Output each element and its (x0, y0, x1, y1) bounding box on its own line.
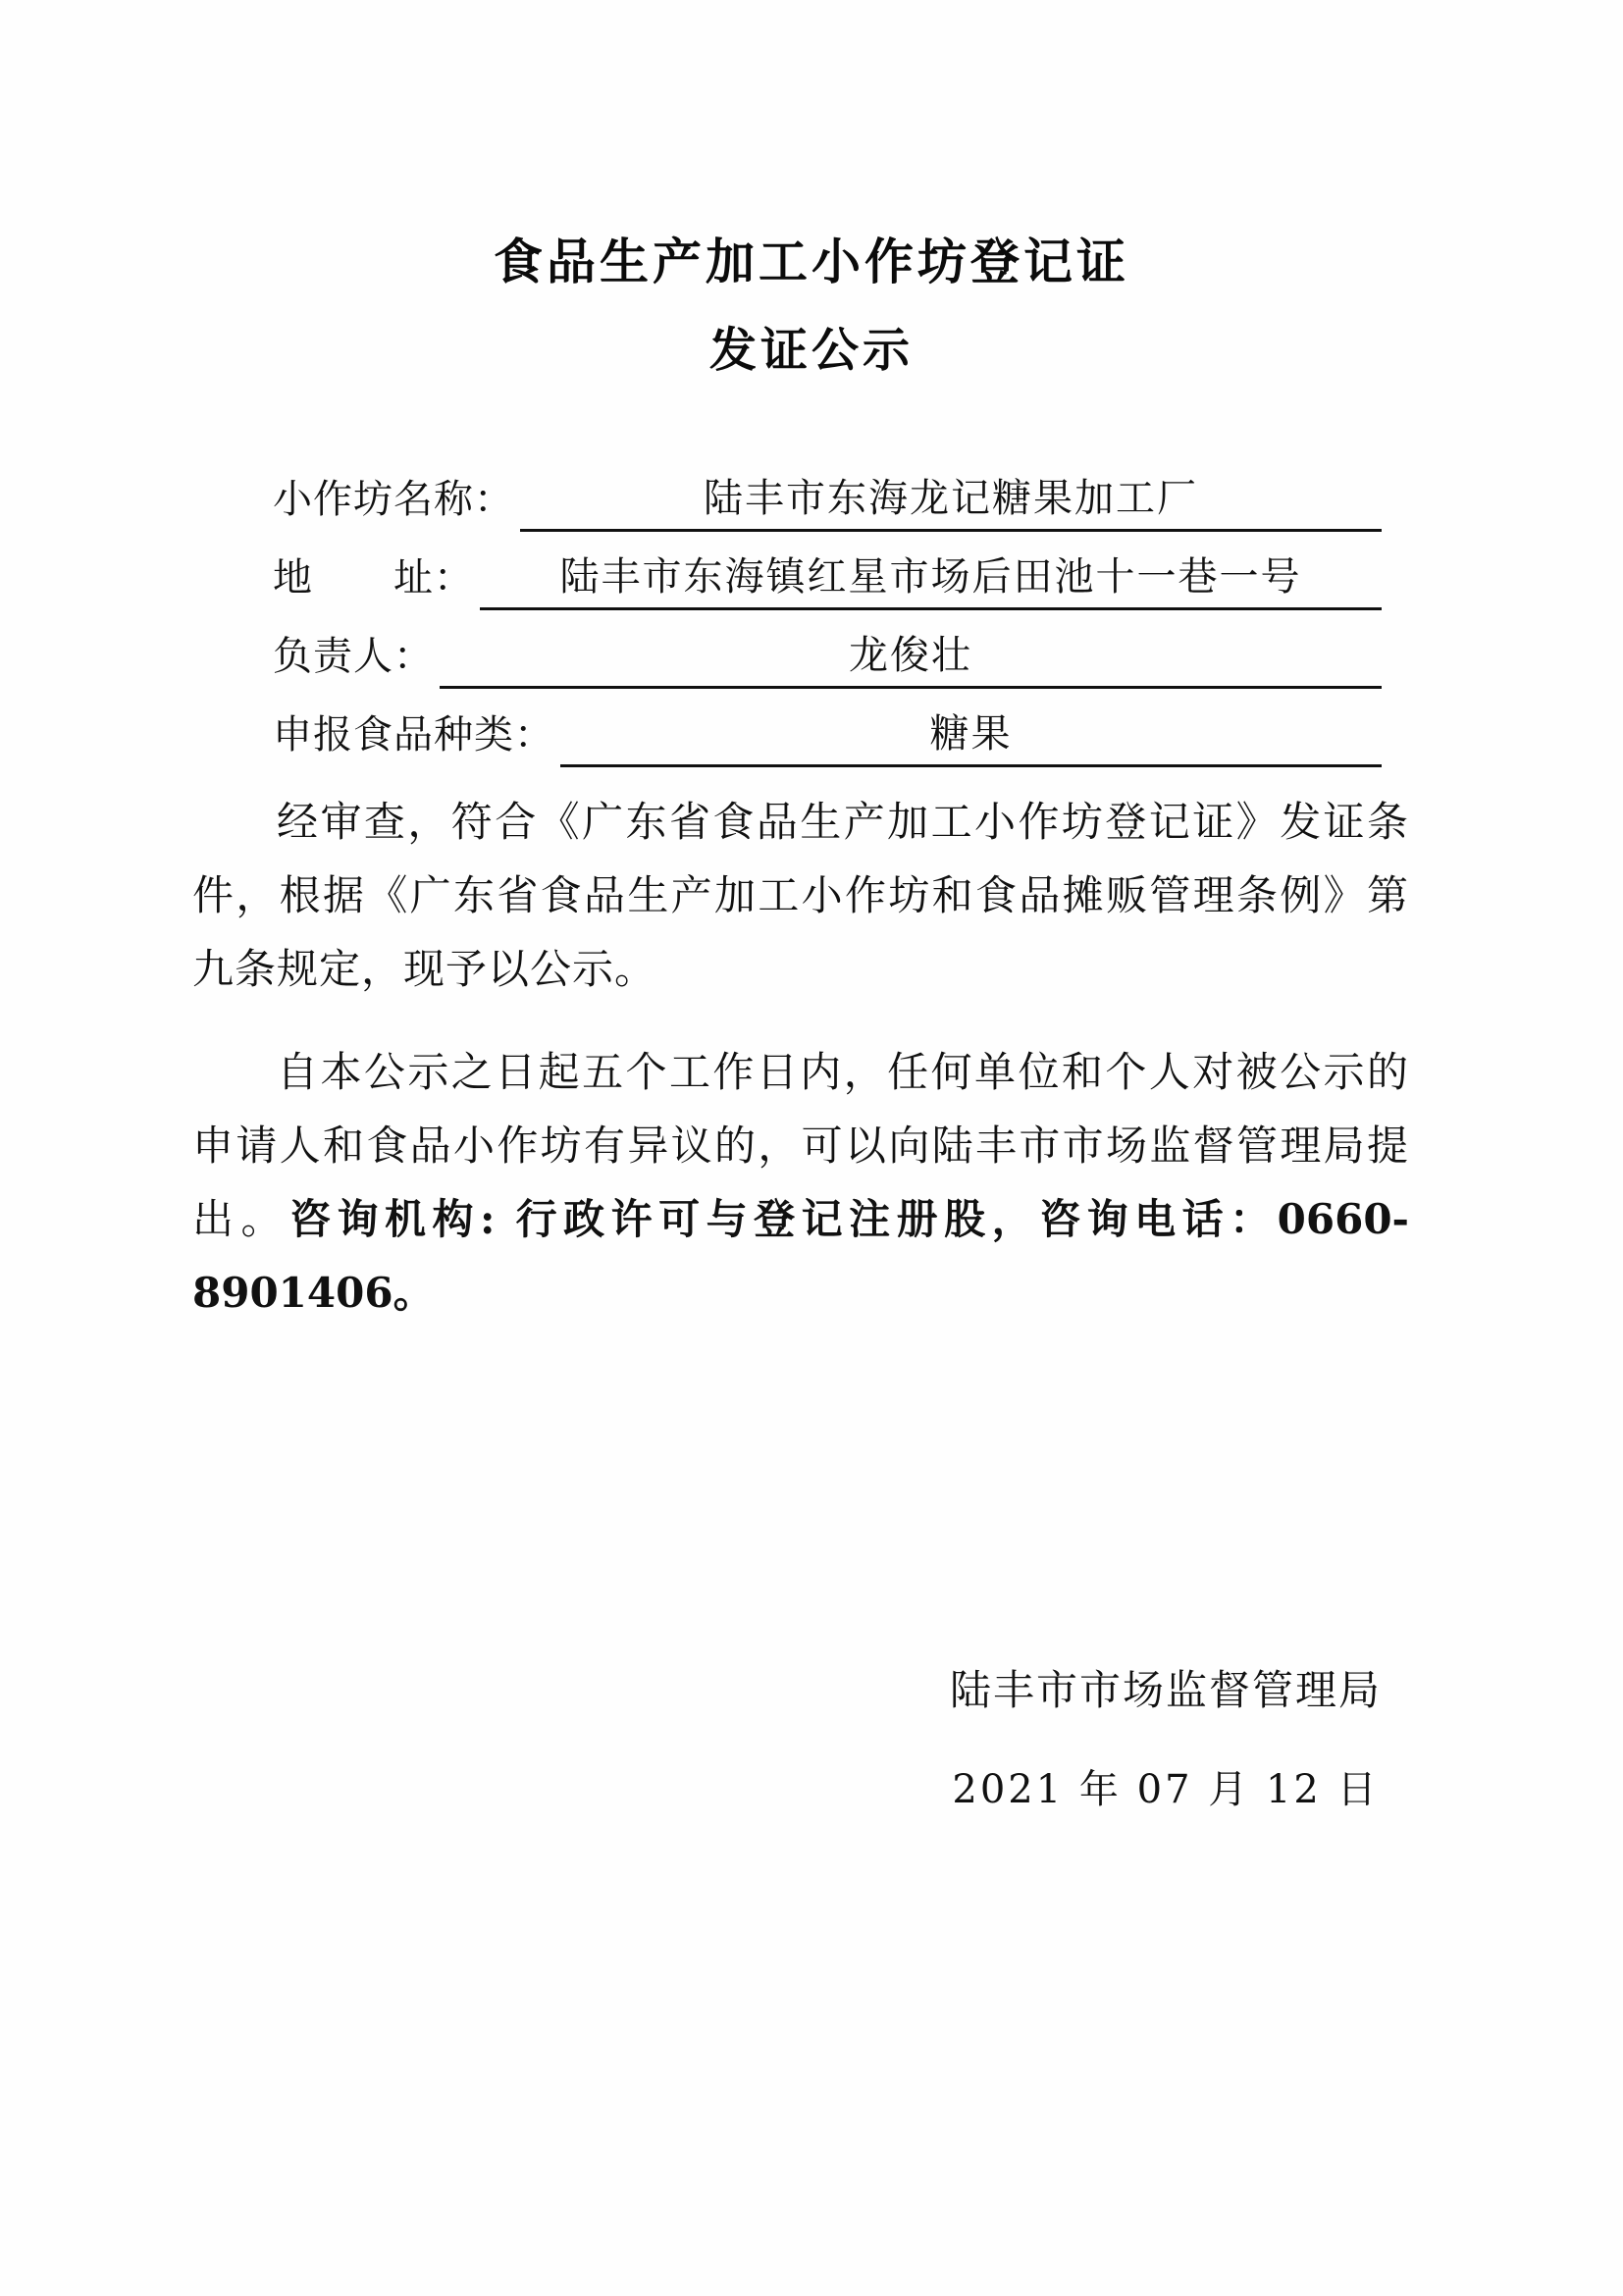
food-category-underline (560, 703, 1382, 767)
document-subtitle: 发证公示 (708, 322, 914, 378)
field-row-workshop-name (273, 453, 1382, 532)
address-value: 陆丰市东海镇红星市场后田池十一巷一号 (559, 554, 1302, 600)
address-underline (480, 546, 1382, 610)
responsible-person-label: 负责人： (273, 634, 434, 679)
form-fields (273, 453, 1382, 767)
workshop-name-value: 陆丰市东海龙记糖果加工厂 (704, 476, 1198, 521)
food-category-value: 糖果 (929, 711, 1013, 757)
workshop-name-label: 小作坊名称： (273, 477, 514, 522)
title-block (0, 234, 1623, 378)
document-title: 食品生产加工小作坊登记证 (494, 233, 1129, 290)
workshop-name-underline (520, 467, 1382, 532)
responsible-person-value: 龙俊壮 (849, 633, 972, 678)
food-category-label: 申报食品种类： (273, 712, 554, 757)
contact-info-text: 咨询机构: 行政许可与登记注册股，咨询电话：0660-8901406。 (192, 1195, 1409, 1317)
field-row-responsible-person (273, 610, 1382, 689)
signature-block (950, 1658, 1382, 1814)
issue-date: 2021 年 07 月 12 日 (952, 1767, 1380, 1812)
field-row-food-category (273, 689, 1382, 767)
paragraph-objection-notice (192, 1035, 1409, 1330)
address-label: 地 址： (273, 555, 474, 600)
body-paragraphs (192, 785, 1409, 1341)
paragraph-review-conclusion: 经审查，符合《广东省食品生产加工小作坊登记证》发证条件，根据《广东省食品生产加工小作坊和食品摊贩管理条例》第九条规定，现予以公示。 (192, 798, 1409, 993)
responsible-person-underline (440, 624, 1382, 689)
issuing-organization: 陆丰市市场监督管理局 (949, 1666, 1382, 1714)
field-row-address (273, 532, 1382, 610)
objection-notice-text: 自本公示之日起五个工作日内，任何单位和个人对被公示的申请人和食品小作坊有异议的，可以向陆丰市市场监督管理局提出。 (192, 1048, 1409, 1243)
